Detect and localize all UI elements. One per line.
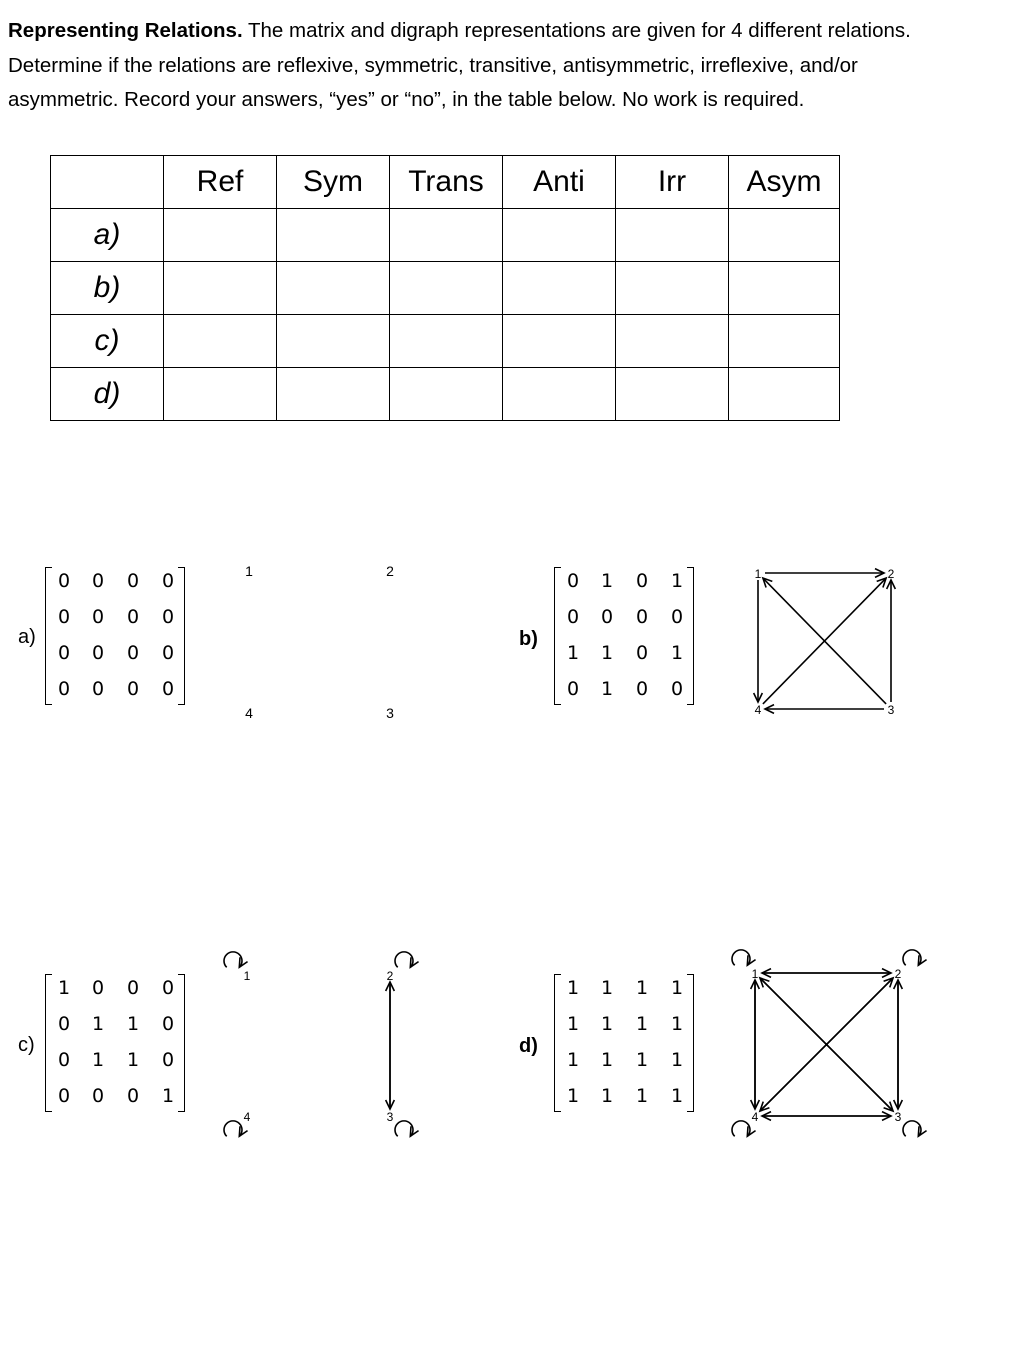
- answer-cell[interactable]: [390, 368, 503, 421]
- relation-d-matrix: [554, 974, 694, 1118]
- matrix-entry: 1: [600, 1013, 614, 1035]
- matrix-entry: 0: [161, 678, 175, 700]
- edge-arrowhead: [747, 1126, 755, 1136]
- header-irr: Irr: [616, 156, 729, 209]
- instructions-line-3: asymmetric. Record your answers, “yes” or “no”, in the table below. No work is required.: [8, 88, 805, 111]
- matrix-entry: 0: [670, 678, 684, 700]
- answer-cell[interactable]: [616, 368, 729, 421]
- matrix-entry: 0: [566, 570, 580, 592]
- matrix-left-bracket: [554, 974, 561, 1112]
- answer-cell[interactable]: [277, 315, 390, 368]
- matrix-entry: 0: [91, 678, 105, 700]
- matrix-entry: 0: [161, 1013, 175, 1035]
- header-anti: Anti: [503, 156, 616, 209]
- relation-d-label: d): [519, 1035, 538, 1057]
- matrix-entry: 0: [635, 606, 649, 628]
- node-label: 4: [245, 705, 253, 721]
- matrix-entry: 0: [126, 606, 140, 628]
- answer-cell[interactable]: [390, 315, 503, 368]
- matrix-entry: 0: [161, 570, 175, 592]
- matrix-entry: 0: [635, 678, 649, 700]
- answer-cell[interactable]: [164, 262, 277, 315]
- matrix-left-bracket: [45, 974, 52, 1112]
- matrix-entry: 1: [670, 1013, 684, 1035]
- matrix-entry: 1: [126, 1013, 140, 1035]
- matrix-entry: 0: [161, 1049, 175, 1071]
- answer-cell[interactable]: [616, 209, 729, 262]
- matrix-entry: 0: [57, 606, 71, 628]
- matrix-entry: 1: [91, 1013, 105, 1035]
- answer-cell[interactable]: [729, 315, 840, 368]
- matrix-entry: 0: [57, 678, 71, 700]
- matrix-entry: 0: [126, 642, 140, 664]
- node-label: 2: [894, 967, 902, 981]
- matrix-left-bracket: [554, 567, 561, 705]
- matrix-entry: 0: [91, 606, 105, 628]
- matrix-entry: 1: [600, 1049, 614, 1071]
- answer-cell[interactable]: [503, 262, 616, 315]
- matrix-entry: 1: [635, 1049, 649, 1071]
- header-sym: Sym: [277, 156, 390, 209]
- node-label: 2: [887, 567, 895, 581]
- answer-cell[interactable]: [390, 209, 503, 262]
- matrix-entry: 1: [600, 1085, 614, 1107]
- matrix-entry: 0: [57, 1049, 71, 1071]
- node-label: 4: [243, 1110, 251, 1124]
- row-label-b: b): [51, 262, 164, 315]
- matrix-entry: 0: [635, 570, 649, 592]
- answer-cell[interactable]: [164, 209, 277, 262]
- matrix-entry: 0: [91, 1085, 105, 1107]
- row-label-a: a): [51, 209, 164, 262]
- relation-b-label: b): [519, 628, 538, 650]
- relation-c-label: c): [18, 1034, 35, 1056]
- matrix-entry: 1: [126, 1049, 140, 1071]
- matrix-entry: 1: [566, 1049, 580, 1071]
- answer-cell[interactable]: [729, 368, 840, 421]
- header-asym: Asym: [729, 156, 840, 209]
- answer-cell[interactable]: [164, 315, 277, 368]
- instructions-text-1: The matrix and digraph representations are given for 4 different relations.: [242, 19, 911, 42]
- edge-arrowhead: [410, 957, 418, 967]
- node-label: 4: [751, 1110, 759, 1124]
- matrix-entry: 1: [600, 570, 614, 592]
- matrix-entry: 1: [566, 1013, 580, 1035]
- answer-cell[interactable]: [616, 315, 729, 368]
- node-label: 2: [386, 969, 394, 983]
- matrix-entry: 0: [57, 570, 71, 592]
- matrix-entry: 0: [635, 642, 649, 664]
- matrix-entry: 1: [91, 1049, 105, 1071]
- answer-cell[interactable]: [729, 262, 840, 315]
- matrix-entry: 0: [566, 678, 580, 700]
- relation-a-digraph: [228, 558, 408, 728]
- answer-table-header-row: [51, 156, 840, 209]
- matrix-entry: 0: [126, 1085, 140, 1107]
- matrix-entry: 1: [566, 977, 580, 999]
- matrix-entry: 1: [161, 1085, 175, 1107]
- node-label: 2: [386, 563, 394, 579]
- matrix-entry: 0: [670, 606, 684, 628]
- matrix-entry: 1: [635, 1085, 649, 1107]
- instructions: [8, 14, 1008, 118]
- row-label-d: d): [51, 368, 164, 421]
- matrix-entry: 1: [566, 1085, 580, 1107]
- matrix-entry: 1: [670, 1085, 684, 1107]
- answer-cell[interactable]: [503, 368, 616, 421]
- answer-row-b: [51, 262, 840, 315]
- answer-cell[interactable]: [729, 209, 840, 262]
- node-label: 3: [386, 705, 394, 721]
- matrix-entry: 1: [600, 678, 614, 700]
- answer-cell[interactable]: [390, 262, 503, 315]
- matrix-entry: 1: [670, 642, 684, 664]
- edge-arrowhead: [918, 955, 926, 965]
- matrix-entry: 0: [57, 642, 71, 664]
- relation-b-matrix: [554, 567, 694, 711]
- matrix-entry: 1: [670, 977, 684, 999]
- node-label: 1: [751, 967, 759, 981]
- matrix-entry: 1: [670, 1049, 684, 1071]
- matrix-entry: 0: [57, 1085, 71, 1107]
- node-label: 3: [887, 703, 895, 717]
- instructions-line-2: Determine if the relations are reflexive, symmetric, transitive, antisymmetric, irreflexive, and/or: [8, 53, 858, 77]
- node-label: 1: [245, 563, 253, 579]
- matrix-left-bracket: [45, 567, 52, 705]
- matrix-entry: 0: [161, 606, 175, 628]
- matrix-entry: 0: [126, 977, 140, 999]
- answer-cell[interactable]: [277, 262, 390, 315]
- answer-cell[interactable]: [616, 262, 729, 315]
- matrix-entry: 0: [91, 977, 105, 999]
- node-label: 1: [754, 567, 762, 581]
- instructions-title: Representing Relations.: [8, 19, 243, 42]
- matrix-entry: 1: [57, 977, 71, 999]
- answer-cell[interactable]: [503, 209, 616, 262]
- edge-arrowhead: [239, 1126, 247, 1136]
- relation-a-matrix: [45, 567, 185, 711]
- answer-cell[interactable]: [277, 368, 390, 421]
- answer-cell[interactable]: [164, 368, 277, 421]
- node-label: 4: [754, 703, 762, 717]
- node-label: 1: [243, 969, 251, 983]
- matrix-entry: 0: [161, 977, 175, 999]
- matrix-entry: 0: [91, 642, 105, 664]
- matrix-entry: 1: [670, 570, 684, 592]
- relation-c-matrix: [45, 974, 185, 1118]
- header-ref: Ref: [164, 156, 277, 209]
- answer-row-c: [51, 315, 840, 368]
- answer-cell[interactable]: [503, 315, 616, 368]
- answer-row-a: [51, 209, 840, 262]
- matrix-entry: 0: [126, 678, 140, 700]
- edge-arrowhead: [410, 1126, 418, 1136]
- header-trans: Trans: [390, 156, 503, 209]
- matrix-entry: 0: [126, 570, 140, 592]
- matrix-entry: 0: [566, 606, 580, 628]
- edge-arrowhead: [239, 957, 247, 967]
- answer-row-d: [51, 368, 840, 421]
- relation-d-digraph: [718, 936, 933, 1156]
- answer-table-corner: [51, 156, 164, 209]
- row-label-c: c): [51, 315, 164, 368]
- relation-b-digraph: [736, 555, 912, 727]
- matrix-entry: 1: [635, 1013, 649, 1035]
- answer-cell[interactable]: [277, 209, 390, 262]
- matrix-entry: 0: [600, 606, 614, 628]
- relation-a-label: a): [18, 626, 36, 648]
- matrix-entry: 0: [161, 642, 175, 664]
- relation-c-digraph: [210, 938, 430, 1153]
- edge-arrowhead: [918, 1126, 926, 1136]
- matrix-entry: 1: [635, 977, 649, 999]
- matrix-entry: 1: [600, 977, 614, 999]
- matrix-entry: 1: [566, 642, 580, 664]
- matrix-entry: 1: [600, 642, 614, 664]
- edge-arrowhead: [747, 955, 755, 965]
- matrix-entry: 0: [91, 570, 105, 592]
- answer-table: [50, 155, 840, 421]
- matrix-entry: 0: [57, 1013, 71, 1035]
- node-label: 3: [386, 1110, 394, 1124]
- instructions-line-1: [8, 14, 1008, 49]
- node-label: 3: [894, 1110, 902, 1124]
